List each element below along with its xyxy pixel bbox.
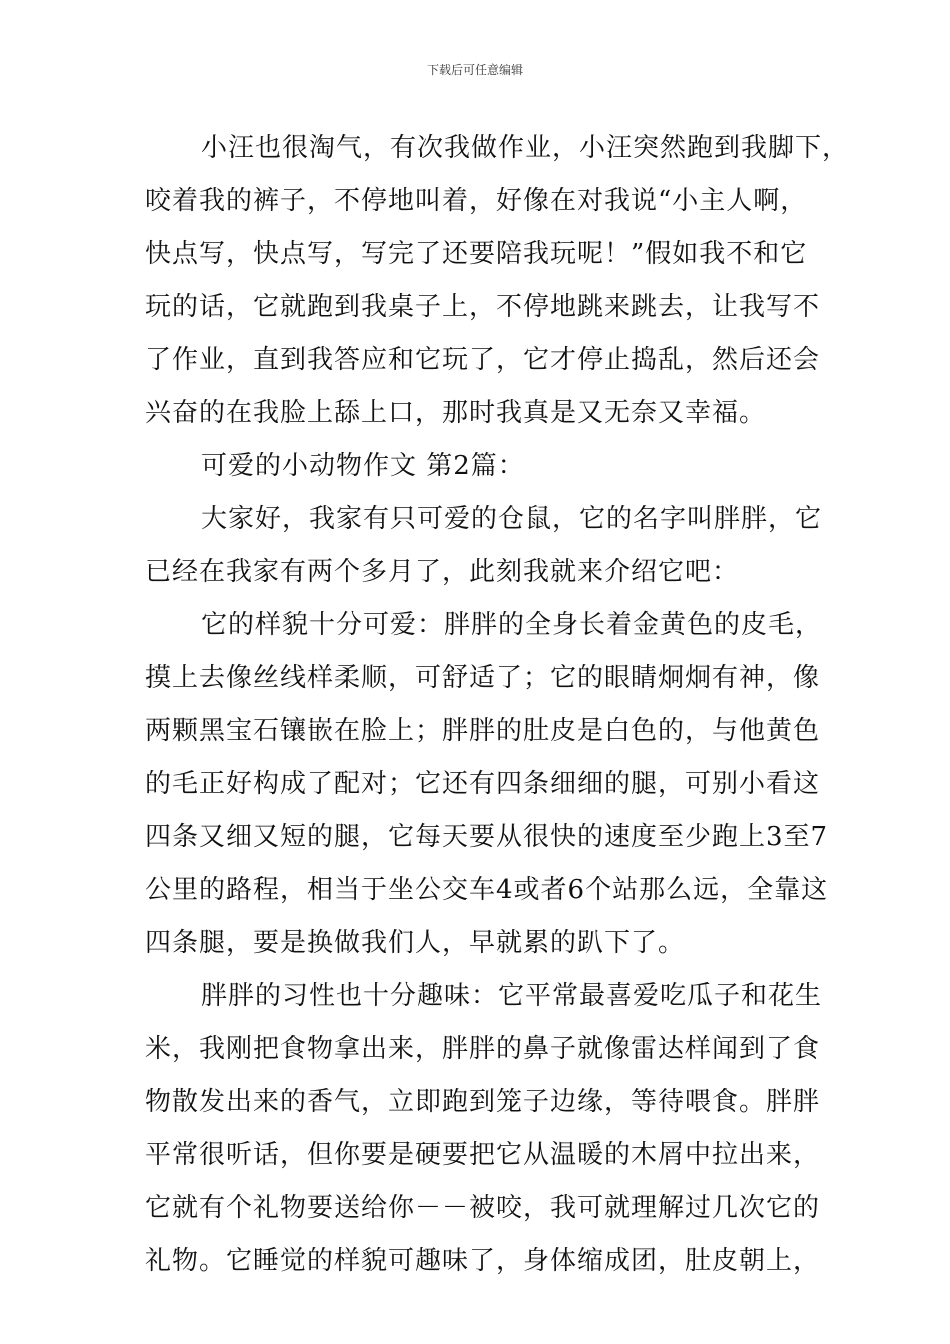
text-line: 摸上去像丝线样柔顺，可舒适了；它的眼睛炯炯有神，像 (145, 663, 821, 693)
paragraph (145, 122, 850, 440)
text-line: 小汪也很淘气，有次我做作业，小汪突然跑到我脚下， (201, 133, 850, 163)
text-line: 兴奋的在我脸上舔上口，那时我真是又无奈又幸福。 (145, 398, 767, 428)
document-body (145, 122, 850, 1288)
text-line: 已经在我家有两个多月了，此刻我就来介绍它吧： (145, 557, 740, 587)
text-line: 胖胖的习性也十分趣味：它平常最喜爱吃瓜子和花生 (201, 981, 823, 1011)
text-line: 的毛正好构成了配对；它还有四条细细的腿，可别小看这 (145, 769, 821, 799)
text-line: 四条又细又短的腿，它每天要从很快的速度至少跑上3至7 (145, 822, 829, 852)
text-line: 快点写，快点写，写完了还要陪我玩呢！”假如我不和它 (145, 239, 808, 269)
text-line: 玩的话，它就跑到我桌子上，不停地跳来跳去，让我写不 (145, 292, 821, 322)
text-line: 四条腿，要是换做我们人，早就累的趴下了。 (145, 928, 686, 958)
text-line: 了作业，直到我答应和它玩了，它才停止捣乱，然后还会 (145, 345, 821, 375)
paragraph (145, 599, 835, 970)
text-line: 米，我刚把食物拿出来，胖胖的鼻子就像雷达样闻到了食 (145, 1034, 821, 1064)
text-line: 大家好，我家有只可爱的仓鼠，它的名字叫胖胖，它 (201, 504, 823, 534)
page-header: 下载后可任意编辑 (426, 63, 523, 77)
text-line: 可爱的小动物作文 第2篇： (201, 451, 525, 481)
text-line: 它就有个礼物要送给你－－被咬，我可就理解过几次它的 (145, 1193, 821, 1223)
text-line: 它的样貌十分可爱：胖胖的全身长着金黄色的皮毛， (201, 610, 823, 640)
paragraph (145, 970, 835, 1288)
text-line: 公里的路程，相当于坐公交车4或者6个站那么远，全靠这 (145, 875, 829, 905)
text-line: 物散发出来的香气，立即跑到笼子边缘，等待喂食。胖胖 (145, 1087, 821, 1117)
text-line: 咬着我的裤子，不停地叫着，好像在对我说“小主人啊， (145, 186, 808, 216)
text-line: 两颗黑宝石镶嵌在脸上；胖胖的肚皮是白色的，与他黄色 (145, 716, 821, 746)
section-heading (145, 440, 835, 493)
text-line: 平常很听话，但你要是硬要把它从温暖的木屑中拉出来， (145, 1140, 821, 1170)
paragraph (145, 493, 835, 599)
text-line: 礼物。它睡觉的样貌可趣味了，身体缩成团，肚皮朝上， (145, 1246, 821, 1276)
